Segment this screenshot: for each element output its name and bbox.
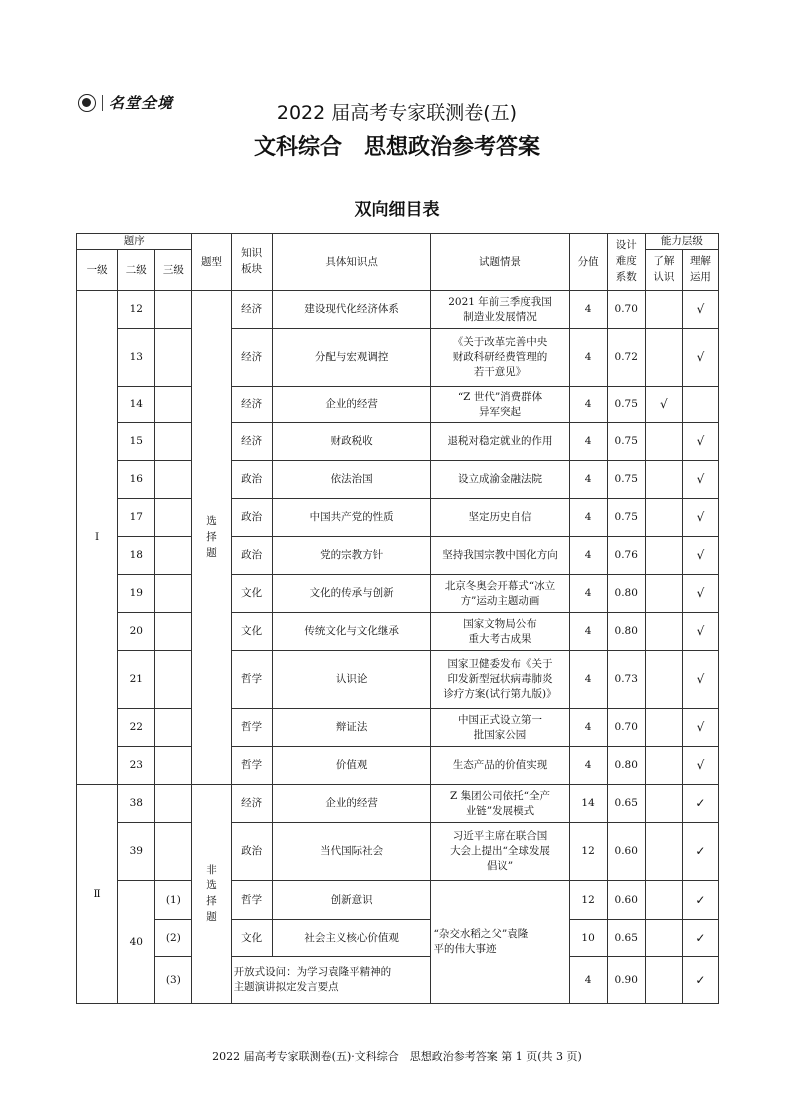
difficulty: 0.70 bbox=[607, 291, 645, 329]
difficulty: 0.65 bbox=[607, 920, 645, 957]
question-number: 12 bbox=[118, 291, 155, 329]
question-scene: 习近平主席在联合国 大会上提出“全球发展 倡议” bbox=[431, 823, 569, 881]
header-zhishi: 知识 板块 bbox=[231, 234, 272, 291]
header-fenzhi: 分值 bbox=[569, 234, 607, 291]
question-number: 16 bbox=[118, 461, 155, 499]
sub-question bbox=[155, 461, 192, 499]
question-scene: 2021 年前三季度我国 制造业发展情况 bbox=[431, 291, 569, 329]
table-row bbox=[77, 823, 719, 881]
difficulty: 0.90 bbox=[607, 957, 645, 1004]
difficulty: 0.75 bbox=[607, 499, 645, 537]
level-know bbox=[645, 785, 682, 823]
knowledge-block: 文化 bbox=[231, 575, 272, 613]
question-scene: 生态产品的价值实现 bbox=[431, 747, 569, 785]
spec-table bbox=[76, 233, 719, 1004]
question-scene: 退税对稳定就业的作用 bbox=[431, 423, 569, 461]
level-apply: √ bbox=[682, 499, 718, 537]
difficulty: 0.70 bbox=[607, 709, 645, 747]
level-apply: √ bbox=[682, 329, 718, 387]
header-shiti: 试题情景 bbox=[431, 234, 569, 291]
level-apply: √ bbox=[682, 747, 718, 785]
score: 4 bbox=[569, 709, 607, 747]
sub-question bbox=[155, 329, 192, 387]
header-nengli: 能力层级 bbox=[645, 234, 718, 250]
knowledge-point: 分配与宏观调控 bbox=[272, 329, 431, 387]
question-number: 20 bbox=[118, 613, 155, 651]
level1-cell-i: Ⅰ bbox=[77, 291, 118, 785]
score: 4 bbox=[569, 423, 607, 461]
level-know bbox=[645, 957, 682, 1004]
table-row bbox=[77, 291, 719, 329]
knowledge-point: 党的宗教方针 bbox=[272, 537, 431, 575]
level-apply: √ bbox=[682, 461, 718, 499]
level-know bbox=[645, 920, 682, 957]
table-row bbox=[77, 957, 719, 1004]
score: 4 bbox=[569, 461, 607, 499]
header-lijie: 理解 运用 bbox=[682, 250, 718, 291]
question-scene: 坚持我国宗教中国化方向 bbox=[431, 537, 569, 575]
level-know bbox=[645, 461, 682, 499]
level-apply: ✓ bbox=[682, 920, 718, 957]
score: 4 bbox=[569, 957, 607, 1004]
sub-question bbox=[155, 823, 192, 881]
sub-question: (2) bbox=[155, 920, 192, 957]
header-level1: 一级 bbox=[77, 250, 118, 291]
question-number: 23 bbox=[118, 747, 155, 785]
difficulty: 0.75 bbox=[607, 423, 645, 461]
knowledge-block: 政治 bbox=[231, 499, 272, 537]
level-apply: ✓ bbox=[682, 823, 718, 881]
level-apply: ✓ bbox=[682, 785, 718, 823]
level-apply: √ bbox=[682, 575, 718, 613]
question-number: 21 bbox=[118, 651, 155, 709]
score: 14 bbox=[569, 785, 607, 823]
table-title: 双向细目表 bbox=[354, 200, 440, 220]
score: 10 bbox=[569, 920, 607, 957]
score: 4 bbox=[569, 747, 607, 785]
table-row bbox=[77, 461, 719, 499]
level-know bbox=[645, 291, 682, 329]
difficulty: 0.80 bbox=[607, 575, 645, 613]
difficulty: 0.75 bbox=[607, 387, 645, 423]
question-scene: Z 集团公司依托“全产 业链”发展模式 bbox=[431, 785, 569, 823]
header-liaojie: 了解 认识 bbox=[645, 250, 682, 291]
score: 4 bbox=[569, 651, 607, 709]
knowledge-point: 企业的经营 bbox=[272, 785, 431, 823]
question-number: 17 bbox=[118, 499, 155, 537]
logo-text: 名堂全境 bbox=[109, 94, 174, 112]
level-apply: √ bbox=[682, 423, 718, 461]
level-know bbox=[645, 823, 682, 881]
sub-question bbox=[155, 651, 192, 709]
level-apply: √ bbox=[682, 537, 718, 575]
level-know bbox=[645, 329, 682, 387]
difficulty: 0.65 bbox=[607, 785, 645, 823]
level-know bbox=[645, 575, 682, 613]
knowledge-block: 政治 bbox=[231, 823, 272, 881]
question-scene: “Z 世代”消费群体 异军突起 bbox=[431, 387, 569, 423]
exam-title: 2022 届高考专家联测卷(五) bbox=[276, 102, 518, 124]
sub-question: (3) bbox=[155, 957, 192, 1004]
question-number: 14 bbox=[118, 387, 155, 423]
knowledge-point: 认识论 bbox=[272, 651, 431, 709]
level1-cell-ii: Ⅱ bbox=[77, 785, 118, 1004]
level-know bbox=[645, 651, 682, 709]
knowledge-point: 价值观 bbox=[272, 747, 431, 785]
knowledge-block: 政治 bbox=[231, 461, 272, 499]
table-row bbox=[77, 785, 719, 823]
difficulty: 0.80 bbox=[607, 747, 645, 785]
level-know bbox=[645, 499, 682, 537]
table-row bbox=[77, 329, 719, 387]
question-number: 18 bbox=[118, 537, 155, 575]
difficulty: 0.76 bbox=[607, 537, 645, 575]
question-number: 13 bbox=[118, 329, 155, 387]
page-footer: 2022 届高考专家联测卷(五)·文科综合 思想政治参考答案 第 1 页(共 3 页) bbox=[212, 1050, 582, 1063]
score: 12 bbox=[569, 881, 607, 920]
question-number: 19 bbox=[118, 575, 155, 613]
score: 4 bbox=[569, 387, 607, 423]
header-tixing: 题型 bbox=[192, 234, 231, 291]
table-row bbox=[77, 575, 719, 613]
sub-question bbox=[155, 423, 192, 461]
table-row bbox=[77, 881, 719, 920]
table-row bbox=[77, 709, 719, 747]
level-know bbox=[645, 537, 682, 575]
level-apply: √ bbox=[682, 709, 718, 747]
knowledge-block: 经济 bbox=[231, 291, 272, 329]
knowledge-block: 哲学 bbox=[231, 651, 272, 709]
question-scene: 北京冬奥会开幕式“冰立 方”运动主题动画 bbox=[431, 575, 569, 613]
knowledge-block: 经济 bbox=[231, 785, 272, 823]
score: 4 bbox=[569, 291, 607, 329]
sub-question: (1) bbox=[155, 881, 192, 920]
question-scene: 《关于改革完善中央 财政科研经费管理的 若干意见》 bbox=[431, 329, 569, 387]
score: 4 bbox=[569, 613, 607, 651]
question-number: 22 bbox=[118, 709, 155, 747]
knowledge-block: 文化 bbox=[231, 613, 272, 651]
table-row bbox=[77, 920, 719, 957]
knowledge-point: 当代国际社会 bbox=[272, 823, 431, 881]
sub-question bbox=[155, 613, 192, 651]
difficulty: 0.60 bbox=[607, 881, 645, 920]
level-apply: √ bbox=[682, 651, 718, 709]
answer-title: 文科综合 思想政治参考答案 bbox=[253, 135, 540, 160]
question-scene: 坚定历史自信 bbox=[431, 499, 569, 537]
knowledge-block: 经济 bbox=[231, 387, 272, 423]
level-know bbox=[645, 881, 682, 920]
knowledge-block: 哲学 bbox=[231, 881, 272, 920]
table-row bbox=[77, 537, 719, 575]
knowledge-block: 经济 bbox=[231, 329, 272, 387]
table-row bbox=[77, 499, 719, 537]
sub-question bbox=[155, 709, 192, 747]
table-row bbox=[77, 387, 719, 423]
question-number: 15 bbox=[118, 423, 155, 461]
level-apply bbox=[682, 387, 718, 423]
question-scene: “杂交水稻之父”袁隆 平的伟大事迹 bbox=[431, 881, 569, 1004]
level-apply: ✓ bbox=[682, 957, 718, 1004]
sub-question bbox=[155, 387, 192, 423]
score: 4 bbox=[569, 575, 607, 613]
knowledge-point: 开放式设问：为学习袁隆平精神的 主题演讲拟定发言要点 bbox=[231, 957, 431, 1004]
question-scene: 中国正式设立第一 批国家公园 bbox=[431, 709, 569, 747]
difficulty: 0.72 bbox=[607, 329, 645, 387]
knowledge-point: 传统文化与文化继承 bbox=[272, 613, 431, 651]
header-tixu: 题序 bbox=[77, 234, 192, 250]
table-row bbox=[77, 651, 719, 709]
sub-question bbox=[155, 575, 192, 613]
knowledge-block: 政治 bbox=[231, 537, 272, 575]
knowledge-block: 哲学 bbox=[231, 709, 272, 747]
difficulty: 0.60 bbox=[607, 823, 645, 881]
level-know bbox=[645, 613, 682, 651]
header-sheji: 设计 难度 系数 bbox=[607, 234, 645, 291]
level-know bbox=[645, 423, 682, 461]
header-juti: 具体知识点 bbox=[272, 234, 431, 291]
sub-question bbox=[155, 499, 192, 537]
question-scene: 国家文物局公布 重大考古成果 bbox=[431, 613, 569, 651]
sub-question bbox=[155, 291, 192, 329]
knowledge-point: 依法治国 bbox=[272, 461, 431, 499]
level-apply: √ bbox=[682, 613, 718, 651]
knowledge-block: 文化 bbox=[231, 920, 272, 957]
question-number: 39 bbox=[118, 823, 155, 881]
difficulty: 0.80 bbox=[607, 613, 645, 651]
level-apply: √ bbox=[682, 291, 718, 329]
difficulty: 0.75 bbox=[607, 461, 645, 499]
level-know bbox=[645, 747, 682, 785]
score: 4 bbox=[569, 499, 607, 537]
knowledge-point: 文化的传承与创新 bbox=[272, 575, 431, 613]
type-choice: 选 择 题 bbox=[192, 291, 231, 785]
knowledge-point: 财政税收 bbox=[272, 423, 431, 461]
header-level3: 三级 bbox=[155, 250, 192, 291]
sub-question bbox=[155, 785, 192, 823]
knowledge-point: 企业的经营 bbox=[272, 387, 431, 423]
question-number: 40 bbox=[118, 881, 155, 1004]
level-know bbox=[645, 709, 682, 747]
sub-question bbox=[155, 537, 192, 575]
question-scene: 设立成渝金融法院 bbox=[431, 461, 569, 499]
table-row bbox=[77, 747, 719, 785]
score: 12 bbox=[569, 823, 607, 881]
knowledge-block: 哲学 bbox=[231, 747, 272, 785]
score: 4 bbox=[569, 537, 607, 575]
knowledge-point: 中国共产党的性质 bbox=[272, 499, 431, 537]
score: 4 bbox=[569, 329, 607, 387]
level-apply: ✓ bbox=[682, 881, 718, 920]
table-row bbox=[77, 613, 719, 651]
table-row bbox=[77, 423, 719, 461]
level-know: √ bbox=[645, 387, 682, 423]
difficulty: 0.73 bbox=[607, 651, 645, 709]
knowledge-point: 建设现代化经济体系 bbox=[272, 291, 431, 329]
header-level2: 二级 bbox=[118, 250, 155, 291]
question-number: 38 bbox=[118, 785, 155, 823]
question-scene: 国家卫健委发布《关于 印发新型冠状病毒肺炎 诊疗方案(试行第九版)》 bbox=[431, 651, 569, 709]
knowledge-point: 辩证法 bbox=[272, 709, 431, 747]
sub-question bbox=[155, 747, 192, 785]
knowledge-point: 社会主义核心价值观 bbox=[272, 920, 431, 957]
knowledge-point: 创新意识 bbox=[272, 881, 431, 920]
type-nonchoice: 非 选 择 题 bbox=[192, 785, 231, 1004]
knowledge-block: 经济 bbox=[231, 423, 272, 461]
